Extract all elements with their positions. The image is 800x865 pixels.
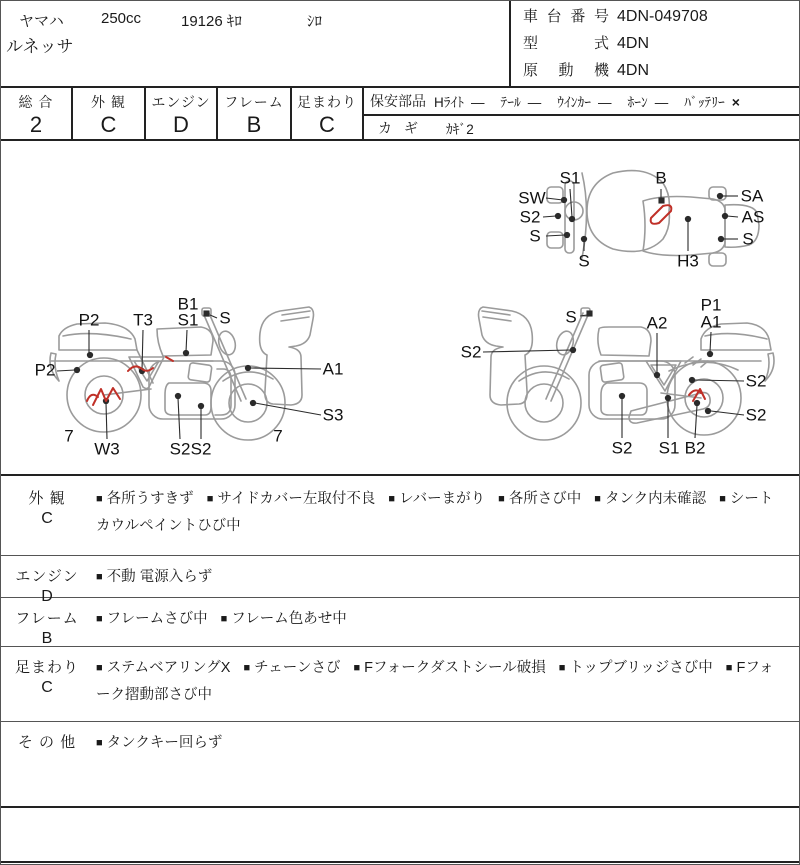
safety-part-name: ｳｲﾝｶｰ [557,95,591,110]
bullet-square-icon: ■ [96,493,103,505]
diagram-label-S3: S3 [322,405,344,425]
damage-diagram [1,143,799,476]
comment-item: ■ フレーム色あせ中 [220,611,347,627]
diagram-label-S: S [565,307,577,327]
header [1,1,799,86]
bullet-square-icon: ■ [498,493,505,505]
comment-row-exterior [1,478,799,556]
rightview-front-rim [525,384,563,422]
comment-exterior-items [96,478,799,539]
comment-engine-grade: D [41,588,53,605]
leftview-cowl-hatch [281,311,310,321]
rating-undercarriage-label: 足まわり [297,94,357,110]
diagram-label-S: S [578,251,590,271]
rating-overall-label: 総 合 [18,94,54,110]
comment-other-label: そ の 他 [17,734,77,751]
leftview-front-cowl [260,307,314,405]
diagram-label-S: S [529,226,541,246]
comment-row-frame [1,598,799,647]
diagram-label-S2: S2 [460,342,482,362]
status-dash: — [471,95,485,110]
mileage: 19126 ｷﾛ [181,13,242,30]
rightview-tank [598,327,651,356]
comment-row-other [1,722,799,808]
chassis-number-label: 車台番号 [523,8,609,25]
comment-item: ■ フレームさび中 [96,611,208,627]
bullet-square-icon: ■ [719,493,726,505]
header-divider [509,1,511,86]
diagram-label-S2: S2 [169,439,191,459]
rightview-cowl-hatch [482,311,511,321]
comment-row-undercarriage [1,647,799,722]
bike-line-art [1,143,799,474]
rightview-seat-line [705,334,767,339]
key-label: カギ [378,119,430,136]
comment-item: ■ Fフォーク摺動部さび中 [96,660,774,703]
comment-item: ■ Fフォークダストシール破損 [353,660,546,676]
diagram-label-B2: B2 [684,438,706,458]
diagram-label-B1: B1 [177,294,199,314]
rating-engine-value: D [173,112,189,137]
diagram-label-P1: P1 [700,295,722,315]
diagram-label-S: S [219,308,231,328]
displacement: 250cc [101,10,142,27]
rating-frame [218,88,292,139]
diagram-label-A1: A1 [322,359,344,379]
comment-item: ■ サイドカバー左取付不良 [206,491,376,507]
status-x-mark: × [731,94,740,110]
topview-right-peg-top [709,187,726,200]
diagram-label-AS: AS [741,207,765,227]
comment-undercarriage-label: 足まわり [14,659,79,676]
maker-name: ヤマハ [19,13,64,30]
engine-code-label: 原動機 [523,62,609,79]
diagram-label-H3: H3 [677,251,699,271]
comment-item: ■ 各所うすきず [96,491,194,507]
status-dash: — [527,95,542,110]
rightview-front-wheel [507,366,581,440]
rating-undercarriage [292,88,364,139]
bullet-square-icon: ■ [220,613,228,625]
rating-exterior [73,88,146,139]
diagram-label-W3: W3 [94,439,120,459]
diagram-label-S1: S1 [658,438,680,458]
rating-exterior-label: 外 観 [91,94,126,110]
diagram-label-S2: S2 [611,438,633,458]
diagram-label-S2: S2 [745,371,767,391]
model-code-label: 型式 [523,35,609,52]
rightview-front-cowl [479,307,533,405]
safety-part-ﾊﾞｯﾃﾘｰ [684,95,740,110]
bullet-square-icon: ■ [353,662,361,674]
rating-overall-value: 2 [29,112,43,137]
leftview-seat-line [63,334,131,339]
safety-part-ﾃｰﾙ [501,95,542,110]
comment-engine-items [96,556,799,591]
bullet-square-icon: ■ [558,662,566,674]
diagram-label-T3: T3 [133,310,153,330]
rating-undercarriage-value: C [319,112,335,137]
rating-exterior-value: C [100,112,117,137]
bullet-square-icon: ■ [594,493,601,505]
comment-item: ■ 各所さび中 [498,491,582,507]
comment-item: ■ ステムベアリングX [96,660,231,676]
comment-engine-label: エンジン [15,568,79,585]
comment-frame-items [96,598,799,633]
comment-frame-grade: B [41,630,53,647]
safety-part-name: ﾃｰﾙ [500,95,521,110]
bullet-square-icon: ■ [243,662,251,674]
diagram-label-A1: A1 [700,312,722,332]
bullet-square-icon: ■ [96,571,103,583]
safety-part-name: ﾊﾞｯﾃﾘｰ [684,95,725,110]
diagram-label-P2: P2 [34,360,56,380]
diagram-label-P2: P2 [78,310,100,330]
diagram-label-SA: SA [740,186,764,206]
comment-item: ■ レバーまがり [388,491,486,507]
topview-right-peg-bottom [709,253,726,266]
leftview-carb [188,363,212,383]
rating-engine [146,88,218,139]
leftview-crankcase [165,383,211,415]
topview-left-peg [547,232,563,248]
topview-seat [643,197,725,256]
safety-parts-row [364,88,799,116]
comment-exterior-grade: C [41,510,53,527]
chassis-number-value: 4DN-049708 [617,8,708,25]
diagram-label-A2: A2 [646,313,668,333]
ratings-row [1,86,799,141]
comment-item: ■ チェーンさび [243,660,341,676]
empty-bottom-row [1,810,799,863]
id-block [523,5,708,86]
topview-left-grip [547,187,563,203]
rating-engine-label: エンジン [151,94,211,110]
rating-frame-label: フレーム [224,94,284,110]
status-dash: — [654,95,669,110]
diagram-label-SW: SW [518,188,546,208]
bullet-square-icon: ■ [96,613,103,625]
safety-part-name: Hﾗｲﾄ [434,95,464,110]
safety-parts-title: 保安部品 [370,93,426,109]
diagram-label-B: B [655,168,667,188]
comment-item: ■ トップブリッジさび中 [558,660,713,676]
diagram-label-S2: S2 [745,405,767,425]
diagram-label-S1: S1 [559,168,581,188]
rightview-carb [600,363,624,383]
diagram-label-7: 7 [273,426,283,446]
safety-parts-cell [364,88,799,139]
engine-code-value: 4DN [617,62,650,79]
model-name: ルネッサ [6,37,74,56]
rating-overall [1,88,73,139]
comment-exterior-label: 外 観 [28,490,66,507]
comment-undercarriage-items [96,647,799,708]
model-code-value: 4DN [617,35,650,52]
comment-item: ■ シートカウルペイントひび中 [96,491,774,534]
comment-item: ■ タンク内未確認 [594,491,707,507]
rightview-crankcase [601,383,647,415]
diagram-label-S1: S1 [177,310,199,330]
diagram-label-S: S [742,229,754,249]
rating-frame-value: B [246,112,262,137]
comment-item: ■ 不動 電源入らず [96,569,213,585]
comment-row-engine [1,556,799,605]
safety-part-name: ﾎｰﾝ [627,95,648,110]
safety-parts-list [434,91,756,111]
body-color: ｼﾛ [307,13,323,30]
diagram-label-S2: S2 [190,439,212,459]
bullet-square-icon: ■ [96,737,103,749]
status-dash: — [598,95,612,110]
diagram-label-7: 7 [64,426,74,446]
damage-mark-seat-top [651,205,672,224]
safety-part-Hﾗｲﾄ [434,95,485,110]
comment-undercarriage-grade: C [41,679,53,696]
bullet-square-icon: ■ [725,662,733,674]
bullet-square-icon: ■ [206,493,214,505]
diagram-label-S2: S2 [519,207,541,227]
bullet-square-icon: ■ [388,493,396,505]
safety-part-ｳｲﾝｶｰ [557,95,611,110]
comments-section [1,478,799,808]
comment-item: ■ タンクキー回らず [96,735,223,751]
bullet-square-icon: ■ [96,662,103,674]
comment-frame-label: フレーム [15,610,79,627]
key-row [364,116,799,139]
key-value: ｶｷﾞ2 [446,121,474,137]
safety-part-ﾎｰﾝ [628,95,669,110]
comment-other-items [96,722,799,757]
